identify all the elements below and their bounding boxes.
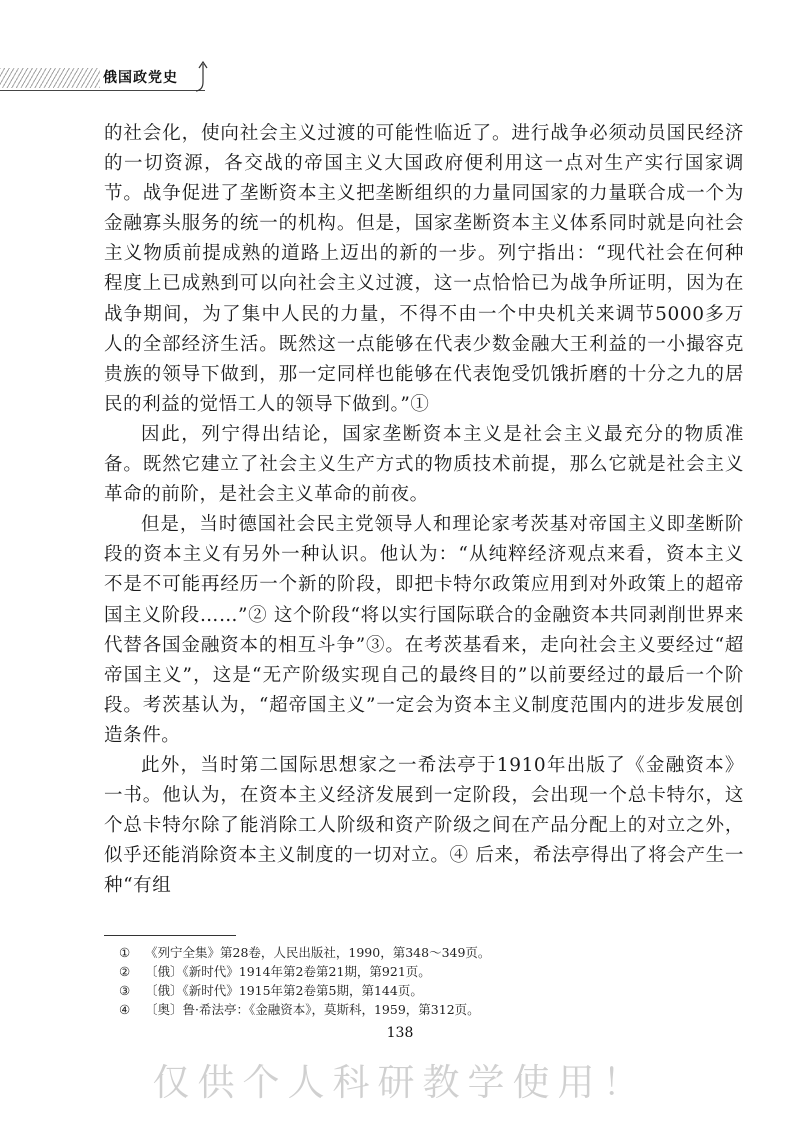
- footnote-marker: ②: [119, 964, 131, 979]
- footnote-text: 〔奥〕鲁·希法亭：《金融资本》，莫斯科，1959，第312页。: [145, 1002, 480, 1017]
- header-rule: [0, 90, 205, 91]
- paragraph-2: 因此，列宁得出结论，国家垄断资本主义是社会主义最充分的物质准备。既然它建立了社会主义生产方式的物质技术前提，那么它就是社会主义革命的前阶，是社会主义革命的前夜。: [104, 423, 744, 506]
- up-arrow-icon: [193, 60, 209, 92]
- paragraph-3: 但是，当时德国社会民主党领导人和理论家考茨基对帝国主义即垄断阶段的资本主义有另外一种认识。他认为：“从纯粹经济观点来看，资本主义不是不可能再经历一个新的阶段，即把卡特尔政策应用到对外政策上的超帝国主义阶段……”② 这个阶段“将以实行国际联合的金融资本共同剥削世界来代替各国金融资本的相互斗争”③。在考茨基看来，走向社会主义要经过“超帝国主义”，这是“无产阶级实现自己的最终目的”以前要经过的最后一个阶段。考茨基认为，“超帝国主义”一定会为资本主义制度范围内的进步发展创造条件。: [104, 514, 744, 746]
- footnote-3: [119, 981, 745, 1000]
- footnote-text: 〔俄〕《新时代》1914年第2卷第21期，第921页。: [145, 964, 431, 979]
- paragraph-1: 的社会化，使向社会主义过渡的可能性临近了。进行战争必须动员国民经济的一切资源，各交战的帝国主义大国政府便利用这一点对生产实行国家调节。战争促进了垄断资本主义把垄断组织的力量同国家的力量联合成一个为金融寡头服务的统一的机构。但是，国家垄断资本主义体系同时就是向社会主义物质前提成熟的道路上迈出的新的一步。列宁指出：“现代社会在何种程度上已成熟到可以向社会主义过渡，这一点恰恰已为战争所证明，因为在战争期间，为了集中人民的力量，不得不由一个中央机关来调节5000多万人的全部经济生活。既然这一点能够在代表少数金融大王利益的一小撮容克贵族的领导下做到，那一定同样也能够在代表饱受饥饿折磨的十分之九的居民的利益的觉悟工人的领导下做到。”①: [104, 123, 744, 415]
- running-header: [0, 60, 800, 100]
- watermark: 仅供个人科研教学使用！: [152, 1061, 648, 1104]
- footnote-marker: ③: [119, 983, 131, 998]
- footnote-2: [119, 962, 745, 981]
- footnote-4: [119, 1000, 745, 1019]
- book-title: 俄国政党史: [103, 70, 178, 86]
- page-number: 138: [386, 1025, 414, 1041]
- main-text: [104, 119, 744, 901]
- footnote-text: 〔俄〕《新时代》1915年第2卷第5期，第144页。: [145, 983, 423, 998]
- footnote-marker: ①: [119, 945, 131, 960]
- footnote-1: [119, 943, 745, 962]
- footnote-marker: ④: [119, 1002, 131, 1017]
- footnote-divider: [104, 935, 236, 936]
- header-decorative-band: [0, 68, 100, 88]
- footnote-text: 《列宁全集》第28卷，人民出版社，1990，第348～349页。: [145, 945, 491, 960]
- paragraph-4: 此外，当时第二国际思想家之一希法亭于1910年出版了《金融资本》一书。他认为，在资本主义经济发展到一定阶段，会出现一个总卡特尔，这个总卡特尔除了能消除工人阶级和资产阶级之间在产品分配上的对立之外，似乎还能消除资本主义制度的一切对立。④ 后来，希法亭得出了将会产生一种“有组: [104, 754, 744, 897]
- footnotes: [119, 943, 745, 1019]
